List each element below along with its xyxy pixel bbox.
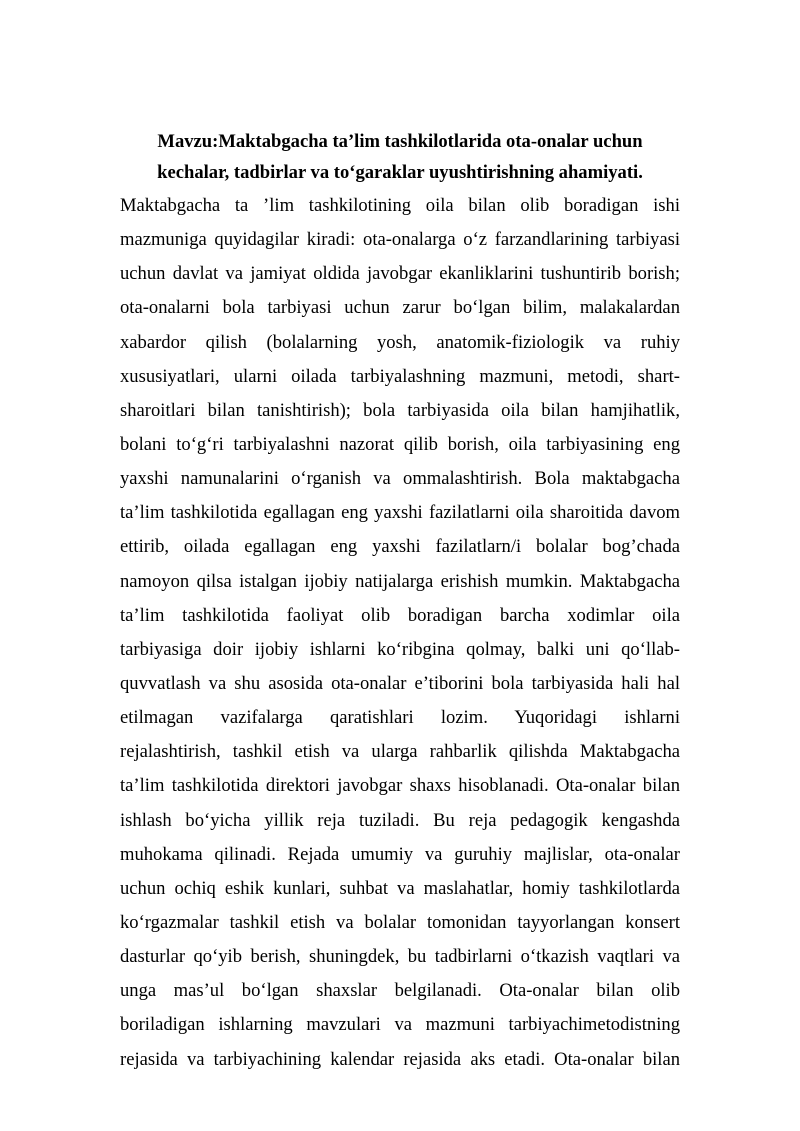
body-line: rejasida va tarbiyachining kalendar rejasida aks etadi. Ota-onalar bilan <box>120 1048 680 1070</box>
body-line: ettirib, oilada egallagan eng yaxshi fazilatlarn/i bolalar bog’chada <box>120 536 680 558</box>
body-line: ta’lim tashkilotida egallagan eng yaxshi fazilatlarni oila sharoitida davom <box>120 502 680 524</box>
body-line: boriladigan ishlarning mavzulari va mazmuni tarbiyachimetodistning <box>120 1014 680 1036</box>
body-line: Maktabgacha ta ’lim tashkilotining oila bilan olib boradigan ishi <box>120 195 680 216</box>
body-line: xususiyatlari, ularni oilada tarbiyalashning mazmuni, metodi, shart- <box>120 365 680 387</box>
document-body <box>120 189 680 1077</box>
body-line: rejalashtirish, tashkil etish va ularga rahbarlik qilishda Maktabgacha <box>120 741 680 763</box>
body-line: unga mas’ul bo‘lgan shaxslar belgilanadi. Ota-onalar bilan olib <box>120 980 680 1002</box>
body-line: uchun ochiq eshik kunlari, suhbat va maslahatlar, homiy tashkilotlarda <box>120 877 680 899</box>
body-line: etilmagan vazifalarga qaratishlari lozim. Yuqoridagi ishlarni <box>120 707 680 729</box>
body-line: ko‘rgazmalar tashkil etish va bolalar tomonidan tayyorlangan konsert <box>120 911 680 933</box>
body-line: uchun davlat va jamiyat oldida javobgar ekanliklarini tushuntirib borish; <box>120 263 680 285</box>
body-line: xabardor qilish (bolalarning yosh, anatomik-fiziologik va ruhiy <box>120 331 680 353</box>
body-line: muhokama qilinadi. Rejada umumiy va guruhiy majlislar, ota-onalar <box>120 843 680 865</box>
body-line: yaxshi namunalarini o‘rganish va ommalashtirish. Bola maktabgacha <box>120 468 680 490</box>
body-line: dasturlar qo‘yib berish, shuningdek, bu tadbirlarni o‘tkazish vaqtlari va <box>120 946 680 968</box>
title-line: kechalar, tadbirlar va to‘garaklar uyushtirishning ahamiyati. <box>157 162 643 183</box>
body-line: ishlash bo‘yicha yillik reja tuziladi. Bu reja pedagogik kengashda <box>120 809 680 831</box>
title-line: Mavzu:Maktabgacha ta’lim tashkilotlarida ota-onalar uchun <box>157 131 643 152</box>
body-line: tarbiyasiga doir ijobiy ishlarni ko‘ribgina qolmay, balki uni qo‘llab- <box>120 638 680 660</box>
body-line: bolani to‘g‘ri tarbiyalashni nazorat qilib borish, oila tarbiyasining eng <box>120 433 680 455</box>
document-title <box>120 126 680 188</box>
body-line: ota-onalarni bola tarbiyasi uchun zarur bo‘lgan bilim, malakalardan <box>120 297 680 319</box>
body-line: sharoitlari bilan tanishtirish); bola tarbiyasida oila bilan hamjihatlik, <box>120 399 680 421</box>
body-line: ta’lim tashkilotida faoliyat olib boradigan barcha xodimlar oila <box>120 604 680 626</box>
body-line: quvvatlash va shu asosida ota-onalar e’tiborini bola tarbiyasida hali hal <box>120 672 680 694</box>
body-line: namoyon qilsa istalgan ijobiy natijalarga erishish mumkin. Maktabgacha <box>120 570 680 592</box>
body-line: mazmuniga quyidagilar kiradi: ota-onalarga o‘z farzandlarining tarbiyasi <box>120 229 680 251</box>
body-line: ta’lim tashkilotida direktori javobgar shaxs hisoblanadi. Ota-onalar bilan <box>120 775 680 797</box>
